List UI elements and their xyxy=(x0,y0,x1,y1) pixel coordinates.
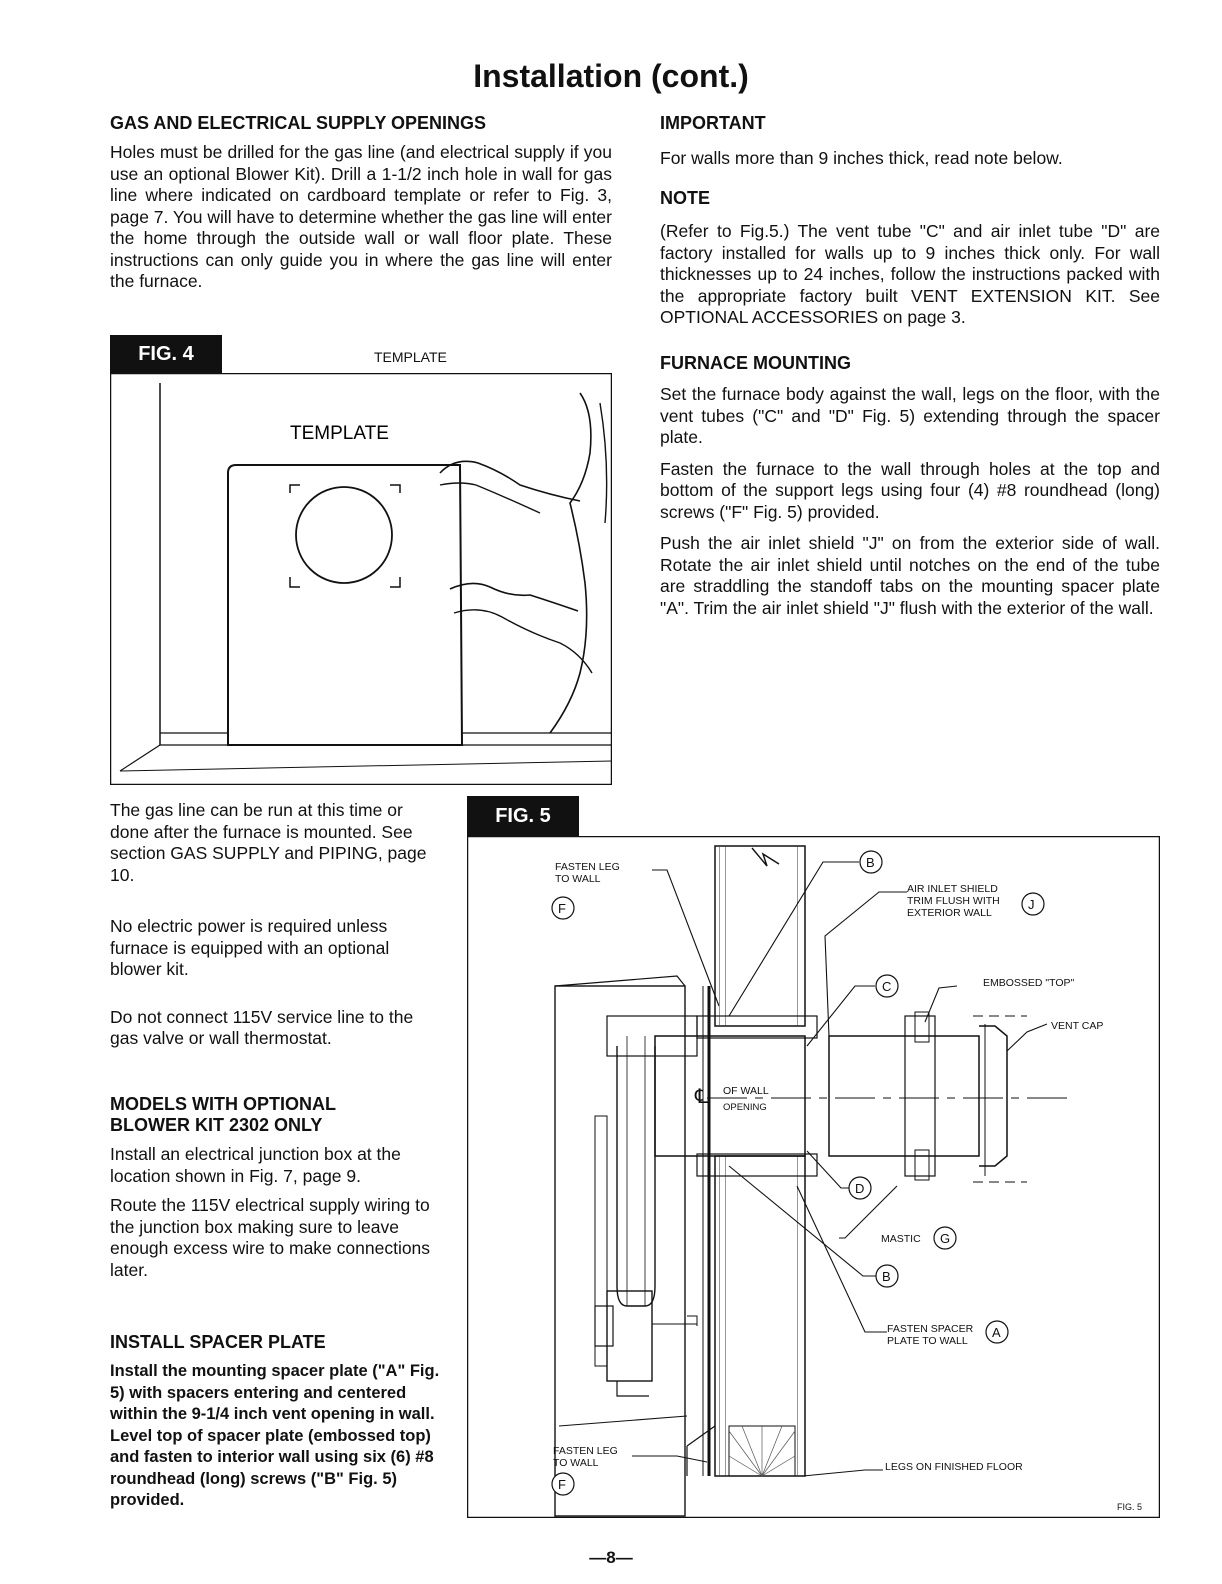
important-section xyxy=(660,113,1160,170)
fig4-inner-label: TEMPLATE xyxy=(290,423,389,444)
spacer-section xyxy=(110,1332,440,1512)
fig5-tag: FIG. 5 xyxy=(467,796,579,836)
blower-para1: Install an electrical junction box at the location shown in Fig. 7, page 9. xyxy=(110,1144,401,1186)
label-air-inlet-3: EXTERIOR WALL xyxy=(907,907,992,919)
furnace-mounting-para3: Push the air inlet shield "J" on from the exterior side of wall. Rotate the air inlet shield until notches on the end of the tube are straddling the standoff tabs on the mounting spacer plate "A". Trim the air inlet shield "J" flush with the exterior of the wall. xyxy=(660,533,1160,618)
label-fasten-spacer-2: PLATE TO WALL xyxy=(887,1335,968,1347)
furnace-mounting-para2: Fasten the furnace to the wall through holes at the top and bottom of the support legs using four (4) #8 roundhead (long) screws ("F" Fig. 5) provided. xyxy=(660,458,1160,522)
label-letter-g: G xyxy=(940,1231,951,1246)
gas-electrical-section xyxy=(110,113,612,293)
page-number: —8— xyxy=(589,1548,633,1567)
note-heading: NOTE xyxy=(660,188,711,208)
gas-electrical-heading: GAS AND ELECTRICAL SUPPLY OPENINGS xyxy=(110,113,487,133)
label-fasten-leg-top-2: TO WALL xyxy=(555,873,601,885)
left-notes-para2: No electric power is required unless furnace is equipped with an optional blower kit. xyxy=(110,916,390,979)
blower-heading-line2: BLOWER KIT 2302 ONLY xyxy=(110,1115,323,1135)
blower-section xyxy=(110,1094,440,1281)
fig5-illustration xyxy=(467,836,1160,1518)
fig5-corner-label: FIG. 5 xyxy=(1117,1502,1143,1512)
note-section xyxy=(660,188,1160,329)
label-mastic: MASTIC xyxy=(881,1233,921,1245)
label-air-inlet-1: AIR INLET SHIELD xyxy=(907,883,998,895)
label-letter-j: J xyxy=(1028,897,1035,912)
label-fasten-spacer-1: FASTEN SPACER xyxy=(887,1323,974,1335)
label-letter-f-bottom: F xyxy=(558,1477,566,1492)
blower-heading-line1: MODELS WITH OPTIONAL xyxy=(110,1094,336,1114)
label-fasten-leg-top-1: FASTEN LEG xyxy=(555,861,620,873)
fig4-frame xyxy=(110,373,612,785)
furnace-mounting-heading: FURNACE MOUNTING xyxy=(660,353,851,373)
furnace-mounting-section xyxy=(660,353,1160,619)
label-embossed-top: EMBOSSED "TOP" xyxy=(983,977,1075,989)
label-fasten-leg-bottom-1: FASTEN LEG xyxy=(553,1445,618,1457)
label-letter-f-top: F xyxy=(558,901,566,916)
label-letter-d: D xyxy=(855,1181,865,1196)
furnace-mounting-para1: Set the furnace body against the wall, legs on the floor, with the vent tubes ("C" and "D" Fig. 5) extending through the spacer plate. xyxy=(660,384,1160,447)
label-letter-b-top: B xyxy=(866,855,875,870)
important-body: For walls more than 9 inches thick, read note below. xyxy=(660,148,1063,168)
fig4-tag: FIG. 4 xyxy=(110,335,222,373)
page-title: Installation (cont.) xyxy=(473,58,749,94)
left-notes xyxy=(110,800,440,1050)
spacer-body: Install the mounting spacer plate ("A" Fig. 5) with spacers entering and centered within the 9-1/4 inch vent opening in wall. Level top of spacer plate (embossed top) and fasten to interior wall using six (6) #8 roundhead (long) screws ("B" Fig. 5) provided. xyxy=(110,1362,440,1509)
label-cl-symbol: ℄ xyxy=(695,1086,708,1108)
spacer-heading: INSTALL SPACER PLATE xyxy=(110,1332,326,1352)
fig4-illustration xyxy=(110,373,612,785)
gas-electrical-body: Holes must be drilled for the gas line (and electrical supply if you use an optional Blower Kit). Drill a 1-1/2 inch hole in wall for gas line where indicated on cardboard template or refer to Fig. 3, page 7. You will have to determine whether the gas line will enter the home through the outside wall or wall floor plate. These instructions can only guide you in where the gas line will enter the furnace. xyxy=(110,142,612,291)
fig4-caption: TEMPLATE xyxy=(374,349,447,365)
label-of-wall: OF WALL xyxy=(723,1085,769,1097)
fig5-frame xyxy=(467,836,1160,1518)
note-body: (Refer to Fig.5.) The vent tube "C" and air inlet tube "D" are factory installed for walls up to 9 inches thick only. For wall thicknesses up to 24 inches, follow the instructions packed with the appropriate factory built VENT EXTENSION KIT. See OPTIONAL ACCESSORIES on page 3. xyxy=(660,221,1160,327)
label-letter-a: A xyxy=(992,1325,1001,1340)
label-legs-floor: LEGS ON FINISHED FLOOR xyxy=(885,1461,1023,1473)
label-opening: OPENING xyxy=(723,1102,767,1113)
left-notes-para1: The gas line can be run at this time or done after the furnace is mounted. See section GAS SUPPLY and PIPING, page 10. xyxy=(110,800,427,885)
blower-para2: Route the 115V electrical supply wiring to the junction box making sure to leave enough excess wire to make connections later. xyxy=(110,1195,431,1280)
important-heading: IMPORTANT xyxy=(660,113,766,133)
left-notes-para3: Do not connect 115V service line to the gas valve or wall thermostat. xyxy=(110,1006,414,1048)
label-fasten-leg-bottom-2: TO WALL xyxy=(553,1457,599,1469)
label-letter-b-bottom: B xyxy=(882,1269,891,1284)
label-vent-cap: VENT CAP xyxy=(1051,1020,1104,1032)
label-letter-c: C xyxy=(882,979,892,994)
label-air-inlet-2: TRIM FLUSH WITH xyxy=(907,895,1000,907)
